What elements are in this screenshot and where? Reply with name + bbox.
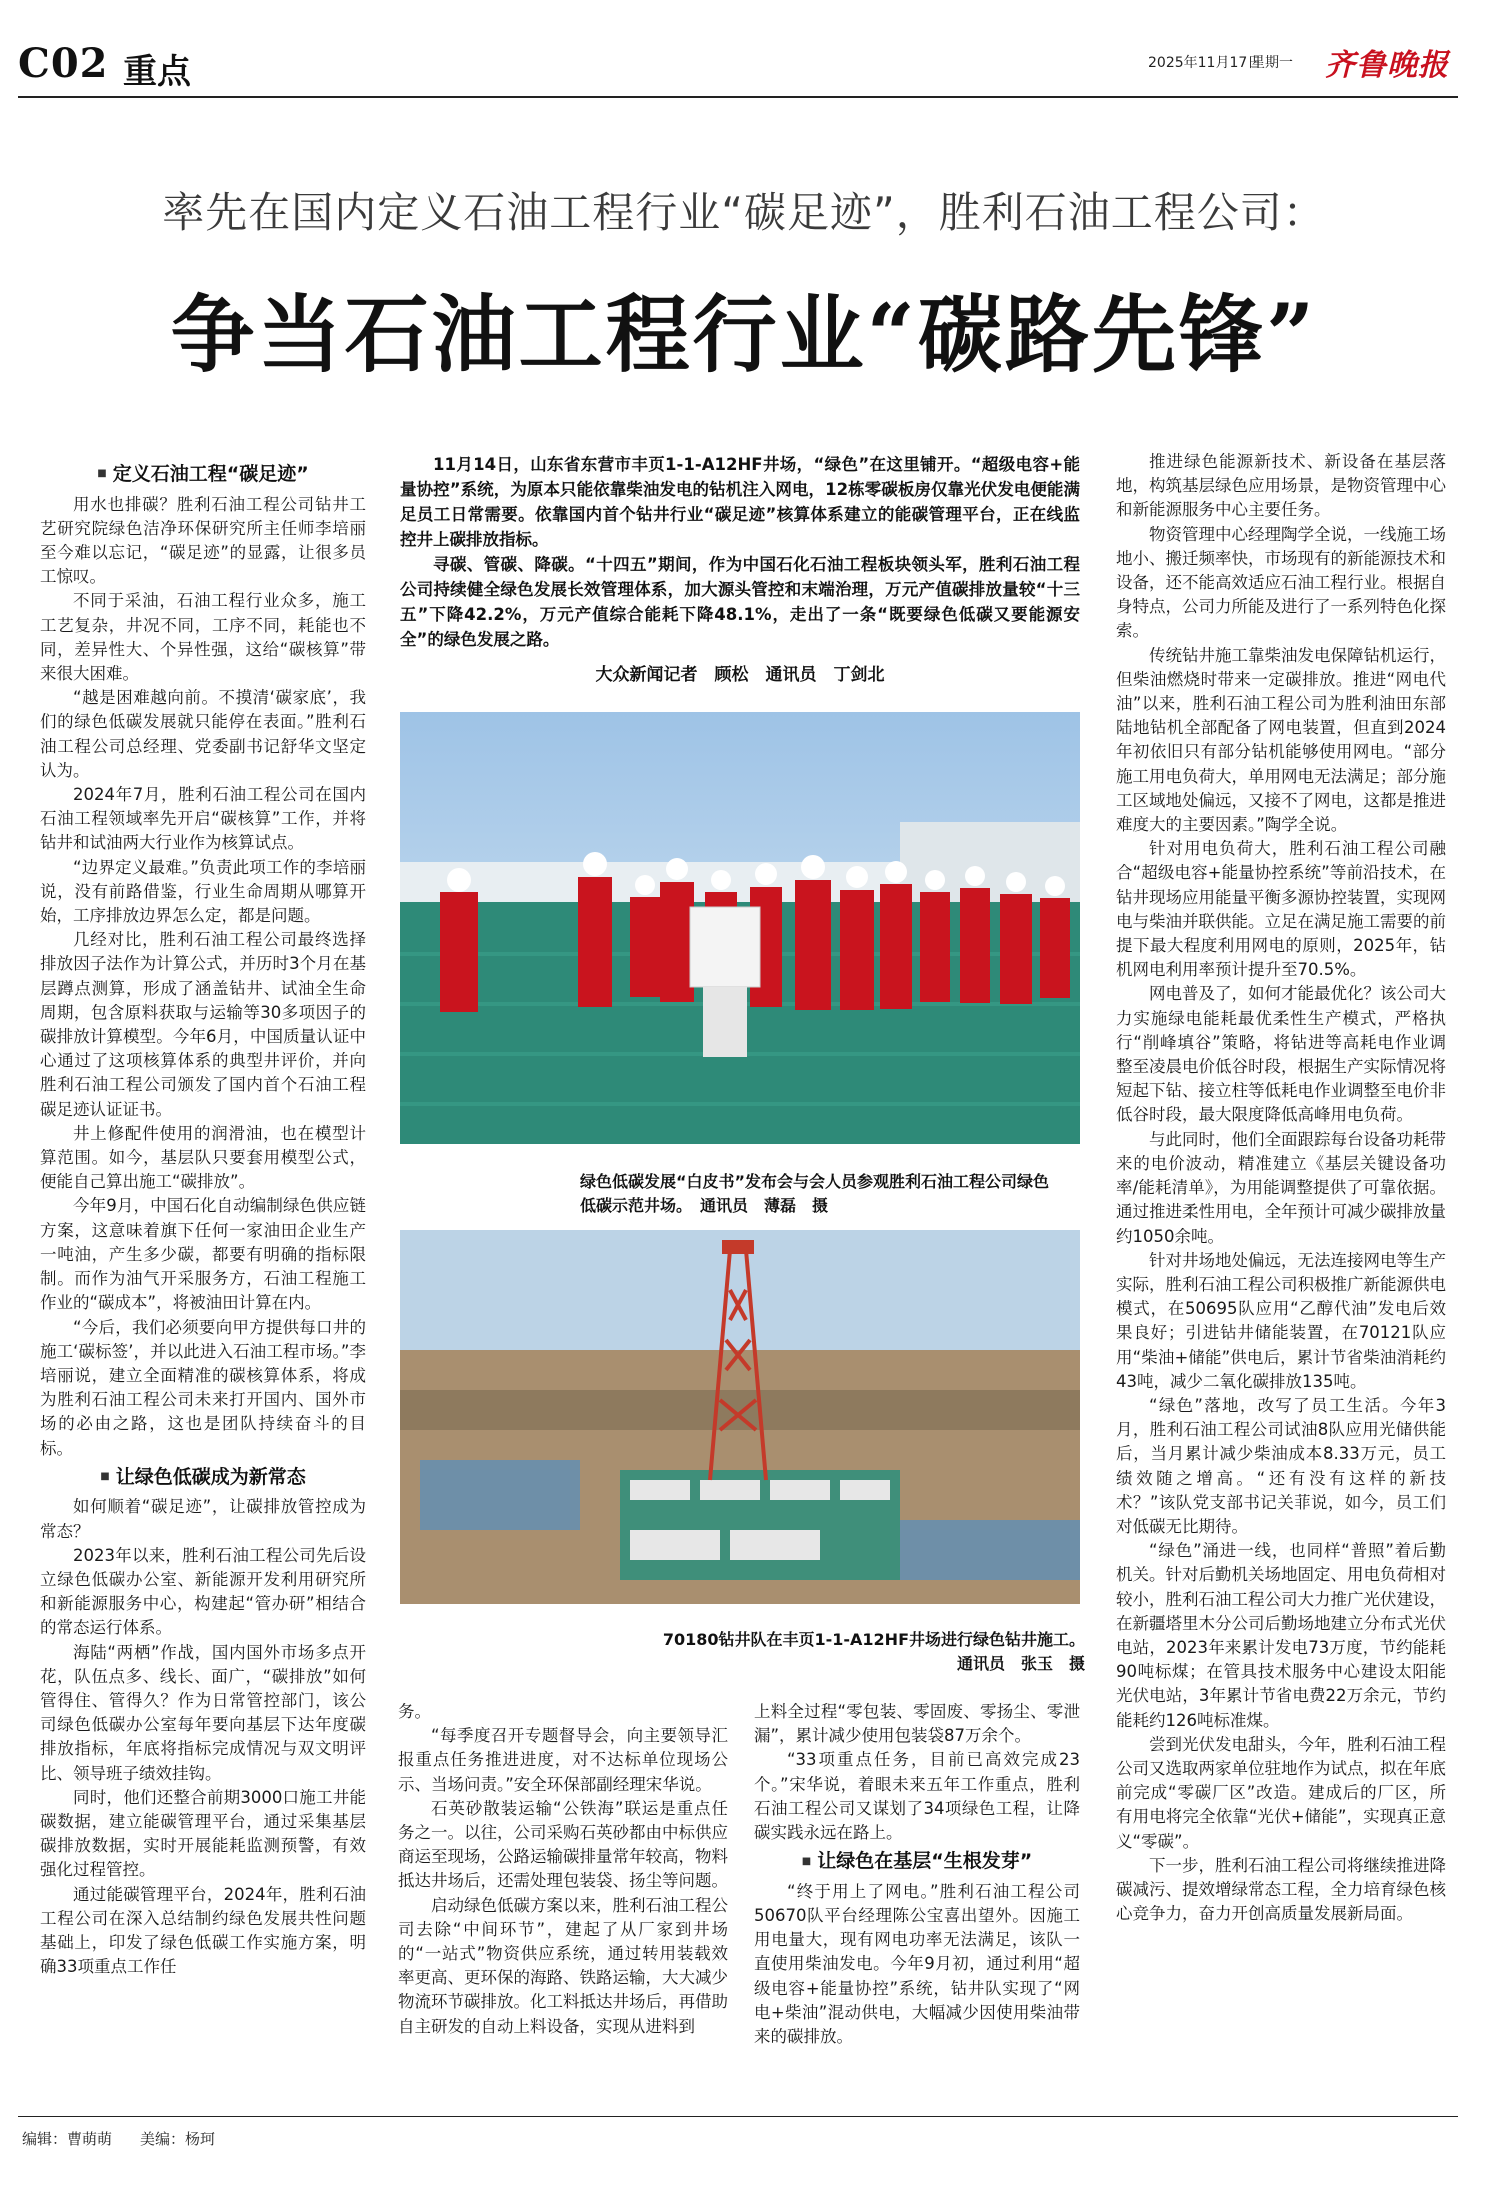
- article-column-4: [1116, 450, 1446, 2110]
- headline-kicker: 率先在国内定义石油工程行业“碳足迹”，胜利石油工程公司：: [162, 188, 1326, 237]
- issue-weekday: 星期一: [1251, 55, 1293, 71]
- page-code: C02: [18, 40, 109, 87]
- article-column-2: [398, 1700, 728, 2105]
- paragraph: 物资管理中心经理陶学全说，一线施工场地小、搬迁频率快，市场现有的新能源技术和设备，还不能高效适应石油工程行业。根据自身特点，公司力所能及进行了一系列特色化探索。: [1116, 524, 1446, 641]
- article-column-1: [40, 458, 366, 2108]
- paragraph: 传统钻井施工靠柴油发电保障钻机运行，但柴油燃烧时带来一定碳排放。推进“网电代油”以来，胜利石油工程公司为胜利油田东部陆地钻机全部配备了网电装置，但直到2024年初依旧只有部分钻机能够使用网电。“部分施工用电负荷大，单用网电无法满足；部分施工区域地处偏远，又接不了网电，这都是推进难度大的主要因素。”陶学全说。: [1116, 645, 1446, 835]
- photo-visit-illustration: [400, 712, 1080, 1144]
- lead-paragraph: 11月14日，山东省东营市丰页1-1-A12HF井场，“绿色”在这里铺开。“超级电容+能量协控”系统，为原本只能依靠柴油发电的钻机注入网电，12栋零碳板房仅靠光伏发电便能满足员工日常需要。依靠国内首个钻井行业“碳足迹”核算体系建立的能碳管理平台，正在线监控井上碳排放指标。: [400, 455, 1080, 549]
- footer-art-editor: 美编：杨珂: [140, 2130, 216, 2148]
- paragraph: “绿色”落地，改写了员工生活。今年3月，胜利石油工程公司试油8队应用光储供能后，当月累计减少柴油成本8.33万元，员工绩效随之增高。“还有没有这样的新技术？”该队党支部书记关菲说，如今，员工们对低碳无比期待。: [1116, 1395, 1446, 1536]
- paragraph: “绿色”涌进一线，也同样“普照”着后勤机关。针对后勤机关场地固定、用电负荷相对较小，胜利石油工程公司大力推广光伏建设，在新疆塔里木分公司后勤场地建立分布式光伏电站，2023年来累计发电73万度，节约能耗90吨标煤；在管具技术服务中心建设太阳能光伏电站，3年累计节省电费22万余元，节约能耗约126吨标准煤。: [1116, 1541, 1446, 1730]
- footer-editor: 编辑：曹萌萌: [22, 2130, 113, 2148]
- paragraph: 启动绿色低碳方案以来，胜利石油工程公司去除“中间环节”，建起了从厂家到井场的“一站式”物资供应系统，通过转用装载效率更高、更环保的海路、铁路运输，大大减少物流环节碳排放。化工料抵达井场后，再借助自主研发的自动上料设备，实现从进料到: [398, 1895, 728, 2036]
- paragraph: 今年9月，中国石化自动编制绿色供应链方案，这意味着旗下任何一家油田企业生产一吨油，产生多少碳，都要有明确的指标限制。而作为油气开采服务方，石油工程施工作业的“碳成本”，将被油田计算在内。: [40, 1196, 366, 1313]
- paragraph: 几经对比，胜利石油工程公司最终选择排放因子法作为计算公式，并历时3个月在基层蹲点测算，形成了涵盖钻井、试油全生命周期，包含原料获取与运输等30多项因子的碳排放计算模型。今年6月，中国质量认证中心通过了这项核算体系的典型井评价，并向胜利石油工程公司颁发了国内首个石油工程碳足迹认证证书。: [40, 930, 366, 1119]
- paragraph: 针对井场地处偏远，无法连接网电等生产实际，胜利石油工程公司积极推广新能源供电模式，在50695队应用“乙醇代油”发电后效果良好；引进钻井储能装置，在70121队应用“柴油+储能”供电后，累计节省柴油消耗约43吨，减少二氧化碳排放135吨。: [1116, 1250, 1446, 1391]
- paragraph: “每季度召开专题督导会，向主要领导汇报重点任务推进进度，对不达标单位现场公示、当场问责。”安全环保部副经理宋华说。: [398, 1726, 728, 1794]
- paragraph: 务。: [398, 1702, 431, 1721]
- lead-paragraph: 寻碳、管碳、降碳。“十四五”期间，作为中国石化石油工程板块领头军，胜利石油工程公司持续健全绿色发展长效管理体系，加大源头管控和末端治理，万元产值碳排放量较“十三五”下降42.2%，万元产值综合能耗下降48.1%，走出了一条“既要绿色低碳又要能源安全”的绿色发展之路。: [400, 555, 1080, 649]
- photo-rig-caption: [625, 1628, 1085, 1676]
- paragraph: 2024年7月，胜利石油工程公司在国内石油工程领域率先开启“碳核算”工作，并将钻井和试油两大行业作为核算试点。: [40, 785, 366, 853]
- subheading: ■ 让绿色低碳成为新常态: [40, 1465, 366, 1490]
- paragraph: 石英砂散装运输“公铁海”联运是重点任务之一。以往，公司采购石英砂都由中标供应商运至现场，公路运输碳排量常年较高，物料抵达井场后，还需处理包装袋、扬尘等问题。: [398, 1798, 728, 1891]
- paragraph: “今后，我们必须要向甲方提供每口井的施工‘碳标签’，并以此进入石油工程市场。”李培丽说，建立全面精准的碳核算体系，将成为胜利石油工程公司未来打开国内、国外市场的必由之路，这也是团队持续奋斗的目标。: [40, 1317, 366, 1458]
- byline: 大众新闻记者 顾松 通讯员 丁剑北: [595, 665, 885, 685]
- paragraph: 与此同时，他们全面跟踪每台设备功耗带来的电价波动，精准建立《基层关键设备功率/能耗清单》，为用能调整提供了可靠依据。通过推进柔性用电，全年预计可减少碳排放量约1050余吨。: [1116, 1129, 1446, 1246]
- article-column-3: [754, 1700, 1080, 2105]
- subheading: ■ 让绿色在基层“生根发芽”: [754, 1849, 1080, 1874]
- photo-visit: [400, 712, 1080, 1144]
- headline-title: 争当石油工程行业“碳路先锋”: [170, 285, 1318, 384]
- section-name: 重点: [123, 52, 191, 92]
- paragraph: 井上修配件使用的润滑油，也在模型计算范围。如今，基层队只要套用模型公式，便能自己算出施工“碳排放”。: [40, 1123, 366, 1192]
- paragraph: 针对用电负荷大，胜利石油工程公司融合“超级电容+能量协控系统”等前沿技术，在钻井现场应用能量平衡多源协控装置，实现网电与柴油并联供能。立足在满足施工需要的前提下最大程度利用网电的原则，2025年，钻机网电利用率预计提升至70.5%。: [1116, 839, 1446, 980]
- subheading: ■ 定义石油工程“碳足迹”: [40, 462, 366, 487]
- issue-date: 2025年11月17日: [1148, 55, 1262, 71]
- paragraph: 用水也排碳？胜利石油工程公司钻井工艺研究院绿色洁净环保研究所主任师李培丽至今难以忘记，“碳足迹”的显露，让很多员工惊叹。: [40, 494, 366, 587]
- paragraph: 海陆“两栖”作战，国内国外市场多点开花，队伍点多、线长、面广，“碳排放”如何管得住、管得久？作为日常管控部门，该公司绿色低碳办公室每年要向基层下达年度碳排放指标，年底将指标完成情况与双文明评比、领导班子绩效挂钩。: [40, 1642, 366, 1783]
- photo-rig-illustration: [400, 1230, 1080, 1604]
- paragraph: 上料全过程“零包装、零固废、零扬尘、零泄漏”，累计减少使用包装袋87万余个。: [754, 1702, 1080, 1746]
- paragraph: 2023年以来，胜利石油工程公司先后设立绿色低碳办公室、新能源开发利用研究所和新能源服务中心，构建起“管办研”相结合的常态运行体系。: [40, 1545, 366, 1638]
- paragraph: 尝到光伏发电甜头，今年，胜利石油工程公司又选取两家单位驻地作为试点，拟在年底前完成“零碳厂区”改造。建成后的厂区，所有用电将完全依靠“光伏+储能”，实现真正意义“零碳”。: [1116, 1734, 1446, 1851]
- photo-visit-caption: 绿色低碳发展“白皮书”发布会与会人员参观胜利石油工程公司绿色低碳示范井场。 通讯员 薄磊 摄: [580, 1172, 1050, 1215]
- paragraph: “33项重点任务，目前已高效完成23个。”宋华说，着眼未来五年工作重点，胜利石油工程公司又谋划了34项绿色工程，让降碳实践永远在路上。: [754, 1750, 1080, 1843]
- paragraph: 不同于采油，石油工程行业众多，施工工艺复杂，井况不同，工序不同，耗能也不同，差异性大、个异性强，这给“碳核算”带来很大困难。: [40, 591, 366, 684]
- paragraph: 通过能碳管理平台，2024年，胜利石油工程公司在深入总结制约绿色发展共性问题基础上，印发了绿色低碳工作实施方案，明确33项重点工作任: [40, 1884, 366, 1977]
- paragraph: “边界定义最难。”负责此项工作的李培丽说，没有前路借鉴，行业生命周期从哪算开始，工序排放边界怎么定，都是问题。: [40, 857, 366, 926]
- photo-rig-caption-line1: 70180钻井队在丰页1-1-A12HF井场进行绿色钻井施工。: [662, 1630, 1085, 1649]
- paragraph: “终于用上了网电。”胜利石油工程公司50670队平台经理陈公宝喜出望外。因施工用电量大，现有网电功率无法满足，该队一直使用柴油发电。今年9月初，通过利用“超级电容+能量协控”系统，钻井队实现了“网电+柴油”混动供电，大幅减少因使用柴油带来的碳排放。: [754, 1881, 1080, 2047]
- paragraph: “越是困难越向前。不摸清‘碳家底’，我们的绿色低碳发展就只能停在表面。”胜利石油工程公司总经理、党委副书记舒华文坚定认为。: [40, 688, 366, 780]
- paragraph: 如何顺着“碳足迹”，让碳排放管控成为常态？: [40, 1497, 366, 1541]
- newspaper-brand: 齐鲁晚报: [1325, 48, 1449, 83]
- lead-paragraphs: [400, 452, 1080, 652]
- photo-rig-caption-line2: 通讯员 张玉 摄: [956, 1654, 1085, 1673]
- page-header: [0, 0, 1488, 110]
- header-rule: [18, 96, 1458, 98]
- photo-rig: [400, 1230, 1080, 1604]
- paragraph: 下一步，胜利石油工程公司将继续推进降碳减污、提效增绿常态工程，全力培育绿色核心竞争力，奋力开创高质量发展新局面。: [1116, 1855, 1446, 1924]
- paragraph: 网电普及了，如何才能最优化？该公司大力实施绿电能耗最优柔性生产模式，严格执行“削峰填谷”策略，将钻进等高耗电作业调整至凌晨电价低谷时段，根据生产实际情况将短起下钻、接立柱等低耗电作业调整至电价非低谷时段，最大限度降低高峰用电负荷。: [1116, 984, 1446, 1125]
- paragraph: 推进绿色能源新技术、新设备在基层落地，构筑基层绿色应用场景，是物资管理中心和新能源服务中心主要任务。: [1116, 452, 1446, 520]
- paragraph: 同时，他们还整合前期3000口施工井能碳数据，建立能碳管理平台，通过采集基层碳排放数据，实时开展能耗监测预警，有效强化过程管控。: [40, 1787, 366, 1880]
- footer-rule: [18, 2116, 1458, 2117]
